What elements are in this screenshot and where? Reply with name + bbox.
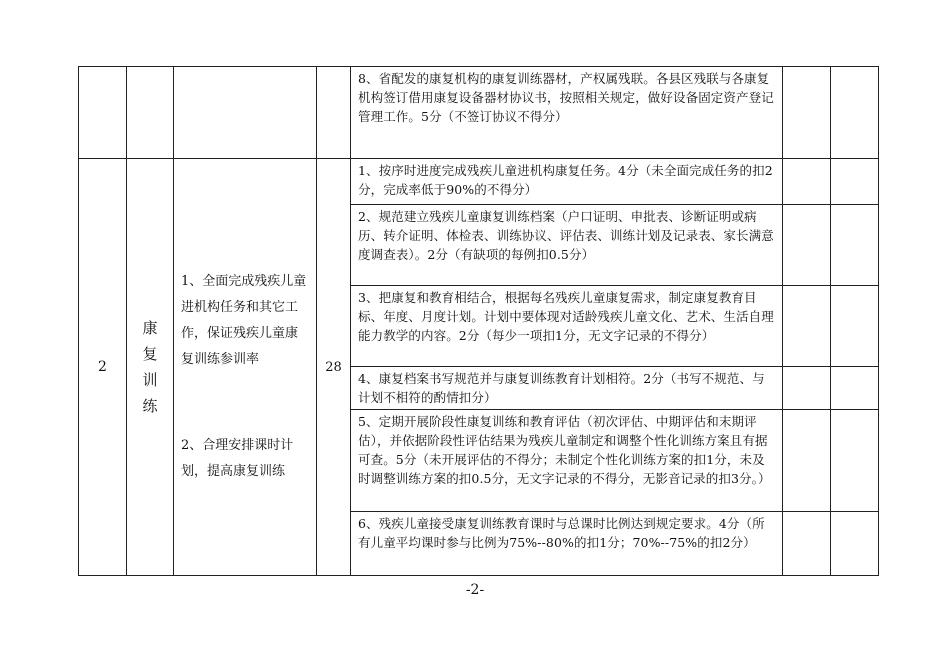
criteria-cell xyxy=(351,512,783,576)
self-score-cell xyxy=(783,286,831,367)
section-score: 28 xyxy=(317,159,351,576)
review-score-cell xyxy=(831,367,879,410)
criteria-item-3: 3、把康复和教育相结合，根据每名残疾儿童康复需求，制定康复教育目标、年度、月度计划。计划中要体现对适龄残疾儿童文化、艺术、生活自理能力教学的内容。2分（每少一项扣1分，无文字记录的不得分） xyxy=(358,290,774,343)
requirement-cell xyxy=(174,67,317,159)
self-score-cell xyxy=(783,159,831,205)
review-score-cell xyxy=(831,67,879,159)
category-char: 练 xyxy=(142,397,158,415)
evaluation-table xyxy=(78,66,879,576)
criteria-cell xyxy=(351,159,783,205)
review-score-cell xyxy=(831,410,879,512)
requirement-1: 1、全面完成残疾儿童进机构任务和其它工作，保证残疾儿童康复训练参训率 xyxy=(181,274,307,367)
criteria-item-6: 6、残疾儿童接受康复训练教育课时与总课时比例达到规定要求。4分（所有儿童平均课时参与比例为75%--80%的扣1分；70%--75%的扣2分） xyxy=(358,516,765,550)
self-score-cell xyxy=(783,67,831,159)
criteria-cell xyxy=(351,367,783,410)
criteria-cell xyxy=(351,67,783,159)
review-score-cell xyxy=(831,286,879,367)
section-category xyxy=(127,159,174,576)
review-score-cell xyxy=(831,159,879,205)
requirement-2: 2、合理安排课时计划，提高康复训练 xyxy=(181,438,294,479)
criteria-cell xyxy=(351,205,783,286)
number-cell xyxy=(79,67,127,159)
criteria-item-2: 2、规范建立残疾儿童康复训练档案（户口证明、申批表、诊断证明或病历、转介证明、体检表、训练协议、评估表、训练计划及记录表、家长满意度调查表）。2分（有缺项的每例扣0.5分） xyxy=(358,209,774,262)
category-cell xyxy=(127,67,174,159)
self-score-cell xyxy=(783,512,831,576)
self-score-cell xyxy=(783,367,831,410)
category-char: 训 xyxy=(142,371,158,389)
self-score-cell xyxy=(783,205,831,286)
page-number: -2- xyxy=(465,582,485,598)
section-requirements xyxy=(174,159,317,576)
criteria-item-4: 4、康复档案书写规范并与康复训练教育计划相符。2分（书写不规范、与计划不相符的酌情扣分） xyxy=(358,371,765,405)
section-number: 2 xyxy=(79,159,127,576)
review-score-cell xyxy=(831,205,879,286)
criteria-text: 8、省配发的康复机构的康复训练器材，产权属残联。各县区残联与各康复机构签订借用康复设备器材协议书，按照相关规定，做好设备固定资产登记管理工作。5分（不签订协议不得分） xyxy=(358,71,774,124)
review-score-cell xyxy=(831,512,879,576)
category-char: 复 xyxy=(142,345,158,363)
self-score-cell xyxy=(783,410,831,512)
criteria-cell xyxy=(351,286,783,367)
table-row xyxy=(79,159,879,205)
score-cell xyxy=(317,67,351,159)
criteria-item-1: 1、按序时进度完成残疾儿童进机构康复任务。4分（未全面完成任务的扣2分，完成率低于90%的不得分） xyxy=(358,163,773,197)
criteria-item-5: 5、定期开展阶段性康复训练和教育评估（初次评估、中期评估和末期评估），并依据阶段性评估结果为残疾儿童制定和调整个性化训练方案且有据可查。5分（未开展评估的不得分；未制定个性化训练方案的扣1分，未及时调整训练方案的扣0.5分，无文字记录的不得分，无影音记录的扣3分。） xyxy=(358,414,771,486)
criteria-cell xyxy=(351,410,783,512)
table-row xyxy=(79,67,879,159)
category-char: 康 xyxy=(142,319,158,337)
